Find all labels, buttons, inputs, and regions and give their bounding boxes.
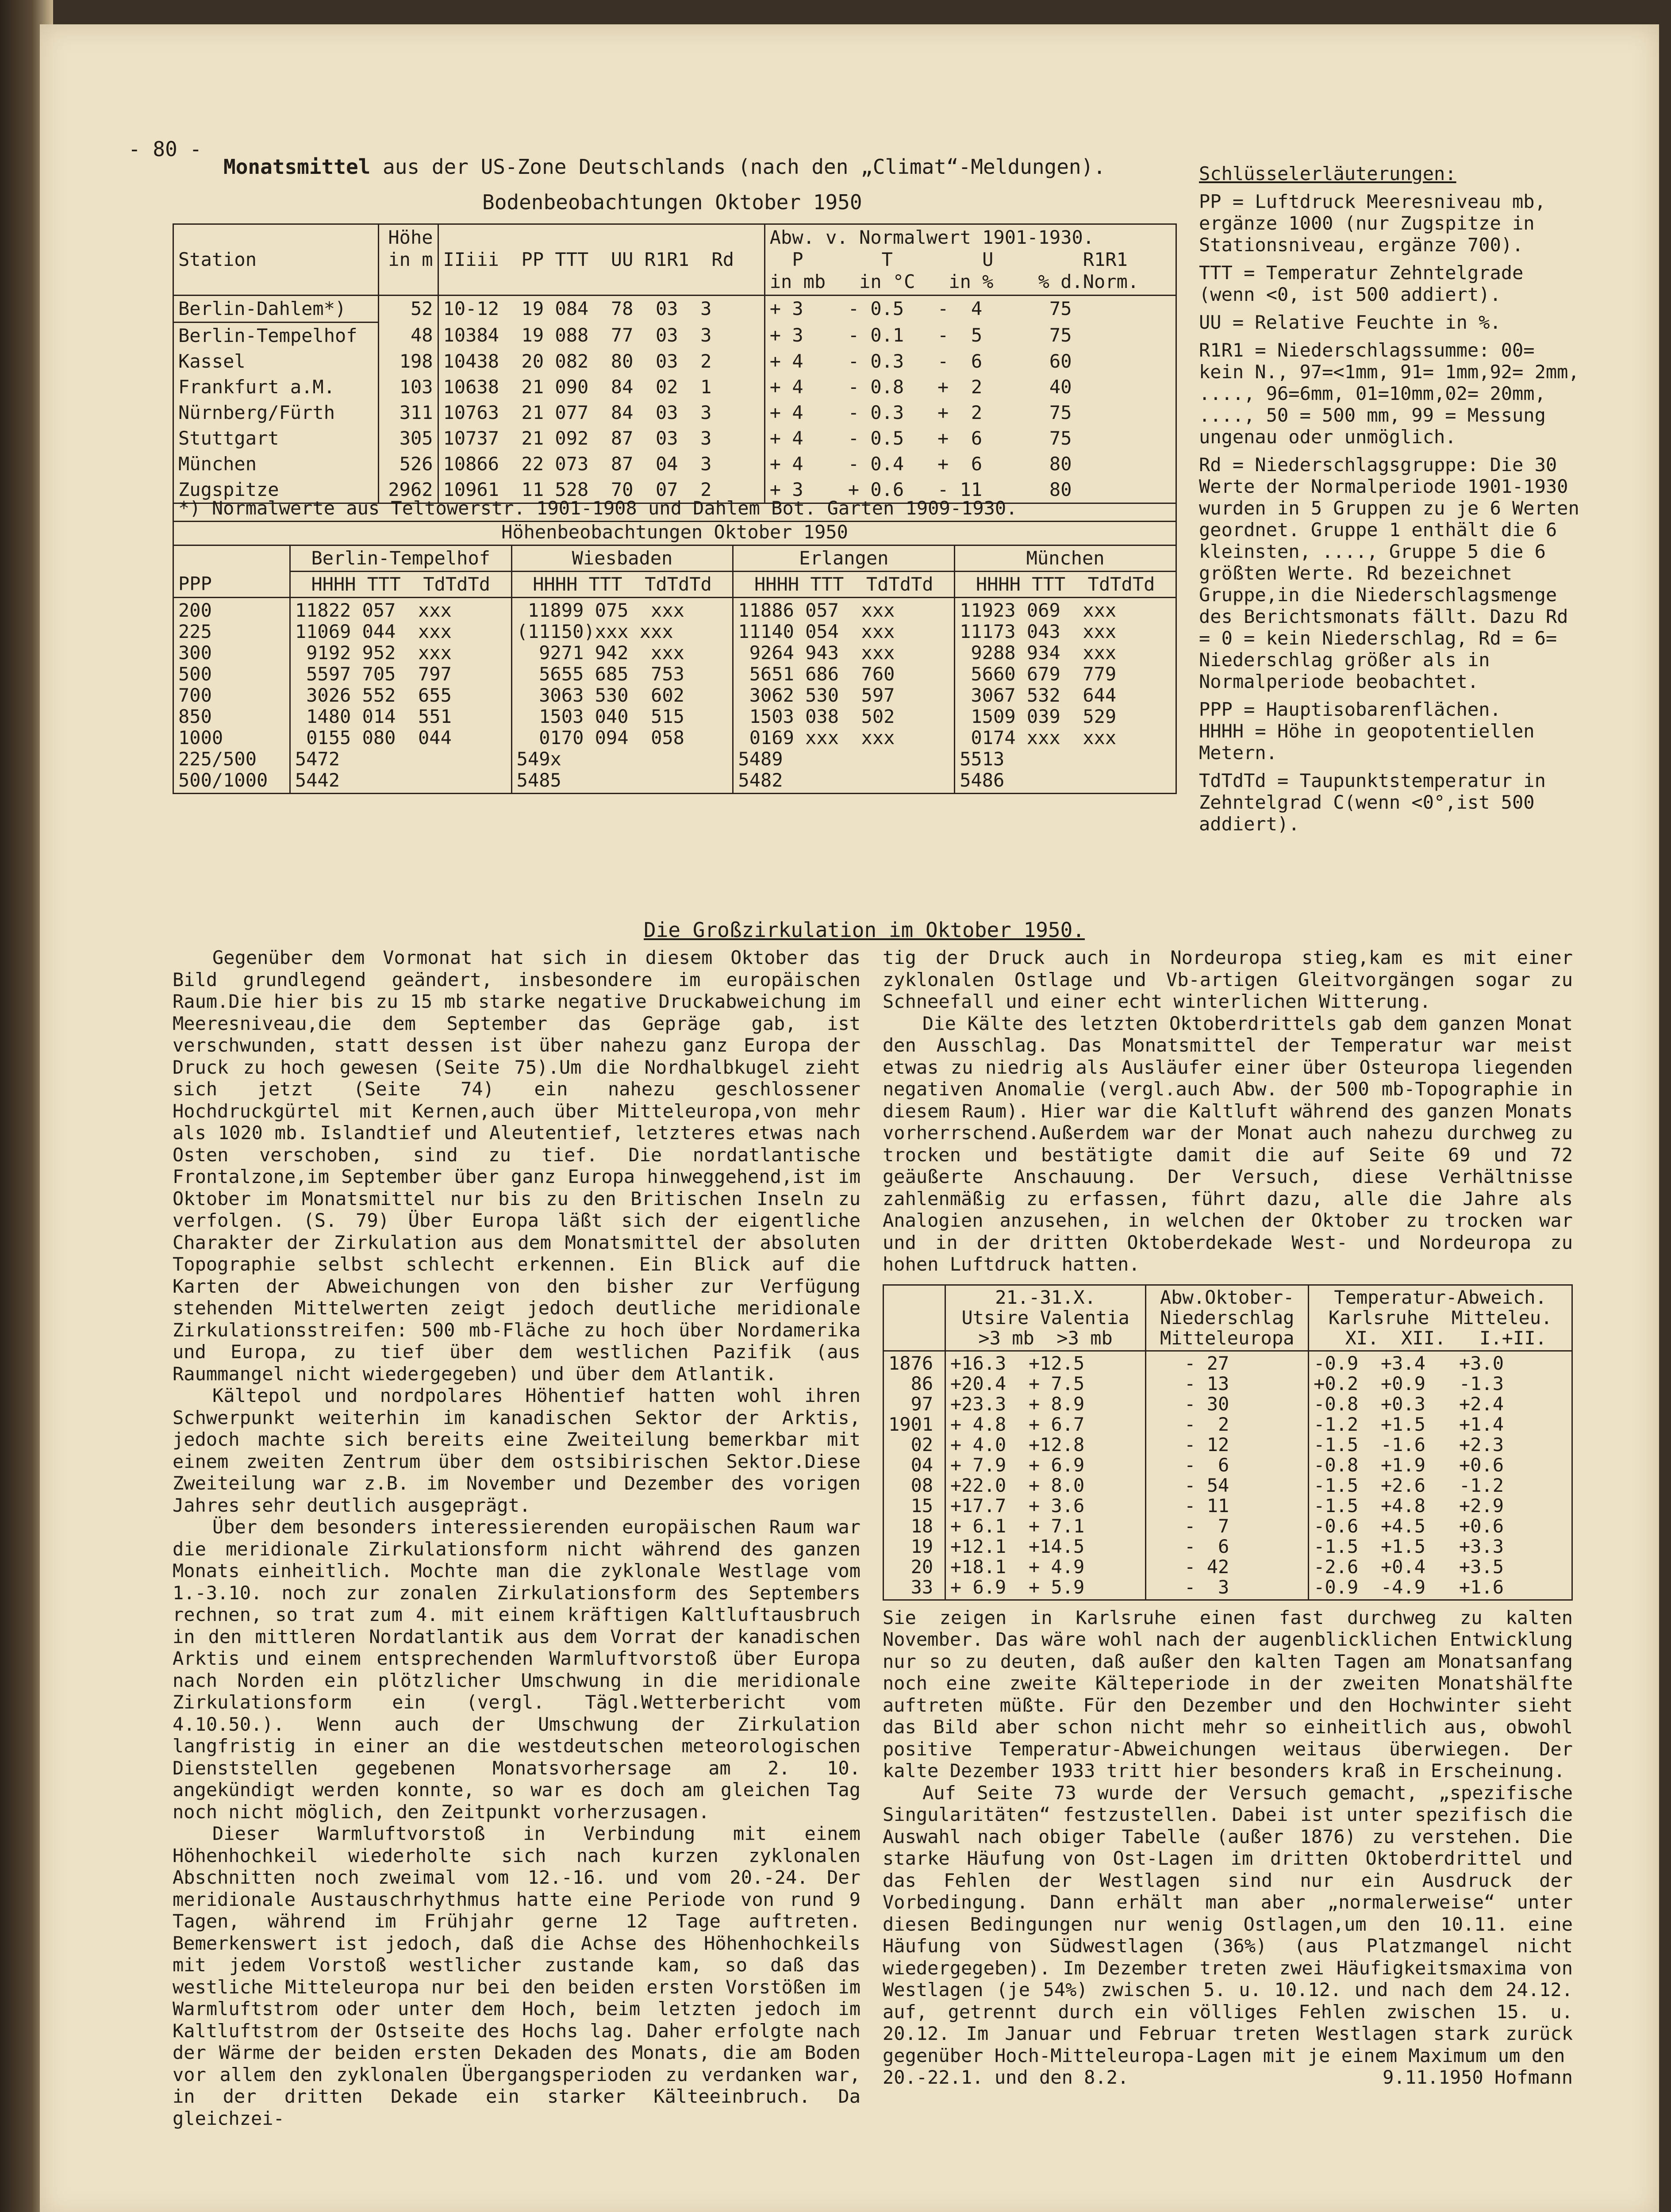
paragraph: Über dem besonders interessierenden europäischen Raum war die meridionale Zirkulationsform nicht während des ganzen Monats einheitlich. Mochte man die zyklonale Westlage vom 1.-3.10. noch zur zonalen Zirkulationsform des Septembers rechnen, so trat zum 4. mit einem kräftigen Kaltluftausbruch in den mittleren Nordatlantik aus dem Vorrat der kanadischen Arktis und einem entsprechenden Warmluftvorstoß über Europa nach Norden ein plötzlicher Umschwung in die meridionale Zirkulationsform ein (vergl. Tägl.Wetterbericht vom 4.10.50.). Wenn auch der Umschwung der Zirkulation langfristig in einer an die westdeutschen meteorologischen Dienststellen gegebenen Monatsvorhersage am 2. 10. angekündigt werden konnte, so war es doch am gleichen Tag noch nicht möglich, den Zeitpunkt vorherzusagen. (173, 1516, 860, 1823)
header-height: Höhe in m (378, 224, 438, 296)
table-row (173, 349, 1176, 374)
page-title (223, 155, 1106, 179)
analog-years-table (883, 1284, 1573, 1601)
paragraph: Gegenüber dem Vormonat hat sich in diesem Oktober das Bild grundlegend geändert, insbesondere im europäischen Raum.Die hier bis zu 15 mb starke negative Druckabweichung im Meeresniveau,die dem September das Gepräge gab, ist verschwunden, statt dessen ist über nahezu ganz Europa der Druck zu hoch gewesen (Seite 75).Um die Nordhalbkugel zieht sich jetzt (Seite 74) ein nahezu geschlossener Hochdruckgürtel mit Kernen,auch über Mitteleuropa,von mehr als 1020 mb. Islandtief und Aleutentief, letzteres etwas nach Osten verschoben, sind zu tief. Die nordatlantische Frontalzone,im September über ganz Europa hinweggehend,ist im Oktober im Monatsmittel nur bis zu den Britischen Inseln zu verfolgen. (S. 79) Über Europa läßt sich der eigentliche Charakter der Zirkulation aus dem Monatsmittel der absoluten Topographie selbst schlecht erkennen. Ein Blick auf die Karten der Abweichungen von den bisher zur Verfügung stehenden Mittelwerten zeigt jedoch deutliche meridionale Zirkulationsstreifen: 500 mb-Fläche zu hoch über Nordamerika und Europa, zu tief über dem westlichen Pazifik (aus Raummangel nicht wiedergegeben) und über dem Atlantik. (173, 947, 860, 1385)
paragraph: Auf Seite 73 wurde der Versuch gemacht, „spezifische Singularitäten“ festzustellen. Dabei ist unter spezifisch die Auswahl nach obiger Tabelle (außer 1876) zu verstehen. Die starke Häufung von Ost-Lagen im dritten Oktoberdrittel und das Fehlen der Westlagen sind nur ein Ausdruck der Vorbedingung. Dann erhält man aber „normalerweise“ unter diesen Bedingungen nur wenig Ostlagen,um den 10.11. eine Häufung von Südwestlagen (36%) (aus Platzmangel nicht wiedergegeben). Im Dezember treten zwei Häufigkeitsmaxima von Westlagen (je 54%) zwischen 5. u. 10.12. und nach dem 24.12. auf, getrennt durch ein völliges Fehlen zwischen 15. u. 20.12. Im Januar und Februar treten Westlagen stark zurück gegenüber Hoch-Mitteleuropa-Lagen mit je einem Maximum um den (883, 1782, 1573, 2066)
analog-header-row (884, 1285, 1572, 1351)
header-codes: IIiii PP TTT UU R1R1 Rd (438, 224, 764, 296)
article-title: Die Großzirkulation im Oktober 1950. (644, 918, 1085, 942)
station-deviation: + 4 - 0.4 + 6 80 (764, 451, 1176, 477)
analog-temp-values: -0.9 +3.4 +3.0 +0.2 +0.9 -1.3 -0.8 +0.3 +2.4 -1.2 +1.5 +1.4 -1.5 -1.6 +2.3 -0.8 +1.9 +0.6 -1.5 +2.6 -1.2 -1.5 +4.8 +2.9 -0.6 +4.5 +0.6 -1.5 +1.5 +3.3 -2.6 +0.4 +3.5 -0.9 -4.9 +1.6 (1309, 1351, 1572, 1600)
table-row (173, 296, 1176, 323)
upper-station-erlangen: Erlangen (733, 545, 955, 572)
station-name: Nürnberg/Fürth (173, 400, 379, 426)
station-codes: 10737 21 092 87 03 3 (438, 426, 764, 451)
upper-data-row (173, 598, 1176, 794)
key-rd: Rd = Niederschlagsgruppe: Die 30 Werte der Normalperiode 1901-1930 wurden in 5 Gruppen zu je 6 Werten geordnet. Gruppe 1 enthält die 6 kleinsten, ...., Gruppe 5 die 6 größten Werte. Rd bezeichnet Gruppe,in die Niederschlagsmenge des Berichtsmonats fällt. Dazu Rd = 0 = kein Niederschlag, Rd = 6= Niederschlag größer als in Normalperiode beobachtet. (1199, 454, 1579, 692)
title-bold: Monatsmittel (223, 155, 371, 179)
station-name: München (173, 451, 379, 477)
header-deviation: Abw. v. Normalwert 1901-1930. P T U R1R1 in mb in °C in % % d.Norm. (764, 224, 1176, 296)
upper-air-table (173, 520, 1177, 794)
paragraph: Die Kälte des letzten Oktoberdrittels gab dem ganzen Monat den Ausschlag. Das Monatsmittel der Temperatur war meist etwas zu niedrig als Ausläufer einer über Osteuropa liegenden negativen Anomalie (vergl.auch Abw. der 500 mb-Topographie in diesem Raum). Hier war die Kaltluft während des ganzen Monats vorherrschend.Außerdem war der Monat auch nahezu durchweg zu trocken und bestätigte damit die auf Seite 69 und 72 geäußerte Anschauung. Der Versuch, diese Verhältnisse zahlenmäßig zu erfassen, führt dazu, alle die Jahre als Analogien anzusehen, in welchen der Oktober zu trocken war und in der dritten Oktoberdekade West- und Nordeuropa zu hohen Luftdruck hatten. (883, 1012, 1573, 1275)
article-right-column (883, 947, 1573, 2089)
analog-years: 1876 86 97 1901 02 04 08 15 18 19 20 33 (884, 1351, 945, 1600)
analog-header-precip: Abw.Oktober- Niederschlag Mitteleuropa (1146, 1285, 1309, 1351)
table-row (173, 374, 1176, 400)
upper-levels: 200 225 300 500 700 850 1000 225/500 500/1000 (173, 598, 290, 794)
upper-ppp-label: PPP (173, 572, 290, 598)
station-height: 48 (378, 323, 438, 349)
upper-values-muenchen: 11923 069 xxx 11173 043 xxx 9288 934 xxx 5660 679 779 3067 532 644 1509 039 529 0174 xxx xxx 5513 5486 (955, 598, 1176, 794)
upper-subtitle-row (173, 520, 1176, 545)
analog-pressure-values: +16.3 +12.5 +20.4 + 7.5 +23.3 + 8.9 + 4.8 + 6.7 + 4.0 +12.8 + 7.9 + 6.9 +22.0 + 8.0 +17.7 + 3.6 + 6.1 + 7.1 +12.1 +14.5 +18.1 + 4.9 + 6.9 + 5.9 (945, 1351, 1145, 1600)
station-name: Stuttgart (173, 426, 379, 451)
surface-subtitle: Bodenbeobachtungen Oktober 1950 (482, 190, 862, 214)
analog-precip-values: - 27 - 13 - 30 - 2 - 12 - 6 - 54 - 11 - 7 - 6 - 42 - 3 (1146, 1351, 1309, 1600)
article-left-column (173, 947, 860, 2129)
upper-subhead: HHHH TTT TdTdTd (290, 572, 511, 598)
upper-station-muenchen: München (955, 545, 1176, 572)
title-rest: aus der US-Zone Deutschlands (nach den „Climat“-Meldungen). (370, 155, 1106, 179)
header-station: Station (173, 224, 379, 296)
table-row (173, 426, 1176, 451)
table-row (173, 323, 1176, 349)
station-name: Berlin-Tempelhof (173, 323, 379, 349)
upper-subheader-row (173, 572, 1176, 598)
analog-header-temp: Temperatur-Abweich. Karlsruhe Mitteleu. XI. XII. I.+II. (1309, 1285, 1572, 1351)
table-row (173, 451, 1176, 477)
analog-header-year (884, 1285, 945, 1351)
station-deviation: + 4 - 0.3 + 2 75 (764, 400, 1176, 426)
key-uu: UU = Relative Feuchte in %. (1199, 311, 1501, 333)
upper-station-wiesbaden: Wiesbaden (511, 545, 733, 572)
surface-observations-table (173, 223, 1177, 504)
key-tdtdtd: TdTdTd = Taupunktstemperatur in Zehntelgrad C(wenn <0°,ist 500 addiert). (1199, 770, 1546, 835)
upper-values-berlin: 11822 057 xxx 11069 044 xxx 9192 952 xxx 5597 705 797 3026 552 655 1480 014 551 0155 080 044 5472 5442 (290, 598, 511, 794)
station-codes: 10-12 19 084 78 03 3 (438, 296, 764, 323)
key-ppp: PPP = Hauptisobarenflächen. (1199, 699, 1501, 720)
upper-values-wiesbaden: 11899 075 xxx (11150)xxx xxx 9271 942 xxx 5655 685 753 3063 530 602 1503 040 515 0170 094 058 549x 5485 (511, 598, 733, 794)
station-deviation: + 3 - 0.5 - 4 75 (764, 296, 1176, 323)
key-r1r1: R1R1 = Niederschlagssumme: 00= kein N., 97=<1mm, 91= 1mm,92= 2mm, ...., 96=6mm, 01=10mm,02= 20mm, ...., 50 = 500 mm, 99 = Messung ungenau oder unmöglich. (1199, 339, 1579, 448)
key-pp: PP = Luftdruck Meeresniveau mb, ergänze 1000 (nur Zugspitze in Stationsniveau, ergänze 700). (1199, 191, 1546, 256)
station-name: Kassel (173, 349, 379, 374)
station-codes: 10961 11 528 70 07 2 (438, 477, 764, 503)
station-height: 311 (378, 400, 438, 426)
station-height: 526 (378, 451, 438, 477)
station-codes: 10763 21 077 84 03 3 (438, 400, 764, 426)
upper-station-berlin: Berlin-Tempelhof (290, 545, 511, 572)
analog-header-pressure: 21.-31.X. Utsire Valentia >3 mb >3 mb (945, 1285, 1145, 1351)
key-hhhh: HHHH = Höhe in geopotentiellen Metern. (1199, 720, 1535, 764)
paragraph: Kältepol und nordpolares Höhentief hatten wohl ihren Schwerpunkt weiterhin im kanadischen Sektor der Arktis, jedoch machte sich bereits eine Zweiteilung bemerkbar mit einem zweiten Zentrum über dem ostsibirischen Sektor.Diese Zweiteilung war z.B. im November und Dezember des vorigen Jahres sehr deutlich ausgeprägt. (173, 1385, 860, 1516)
station-codes: 10638 21 090 84 02 1 (438, 374, 764, 400)
table-row (173, 400, 1176, 426)
upper-subtitle: Höhenbeobachtungen Oktober 1950 (173, 520, 1176, 545)
paragraph: Dieser Warmluftvorstoß in Verbindung mit einem Höhenhochkeil wiederholte sich nach kurzen zyklonalen Abschnitten noch zweimal vom 12.-16. und vom 20.-24. Der meridionale Austauschrhythmus hatte eine Periode von rund 9 Tagen, während im Frühjahr gerne 12 Tage auftreten. Bemerkenswert ist jedoch, daß die Achse des Höhenhochkeils mit jedem Vorstoß westlicher zustande kam, so daß das westliche Mitteleuropa nur bei den beiden ersten Vorstößen im Warmluftstrom oder unter dem Hoch, beim letzten jedoch im Kaltluftstrom der Ostseite des Hochs lag. Daher erfolgte nach der Wärme der beiden ersten Dekaden des Monats, die am Boden vor allem den zyklonalen Übergangsperioden zu verdanken war, in der dritten Dekade ein starker Kälteeinbruch. Da gleichzei- (173, 1823, 860, 2129)
surface-table-footnote: *) Normalwerte aus Teltowerstr. 1901-1908 und Dahlem Bot. Garten 1909-1930. (173, 495, 1177, 522)
station-deviation: + 4 - 0.8 + 2 40 (764, 374, 1176, 400)
upper-subhead: HHHH TTT TdTdTd (511, 572, 733, 598)
station-height: 103 (378, 374, 438, 400)
keys-title: Schlüsselerläuterungen: (1199, 163, 1456, 184)
station-name: Berlin-Dahlem*) (173, 296, 379, 323)
table-header-row (173, 224, 1176, 296)
station-codes: 10866 22 073 87 04 3 (438, 451, 764, 477)
station-deviation: + 4 - 0.5 + 6 75 (764, 426, 1176, 451)
upper-values-erlangen: 11886 057 xxx 11140 054 xxx 9264 943 xxx 5651 686 760 3062 530 597 1503 038 502 0169 xxx xxx 5489 5482 (733, 598, 955, 794)
closing-line (883, 2066, 1573, 2089)
paragraph: Sie zeigen in Karlsruhe einen fast durchweg zu kalten November. Das wäre wohl nach der augenblicklichen Entwicklung nur so zu deuten, daß außer den kalten Tagen am Monatsanfang noch eine zweite Kälteperiode in der zweiten Monatshälfte auftreten müßte. Für den Dezember und den Hochwinter sieht das Bild aber schon nicht mehr so einheitlich aus, obwohl positive Temperatur-Abweichungen weitaus überwiegen. Der kalte Dezember 1933 tritt hier besonders kraß in Erscheinung. (883, 1606, 1573, 1782)
signature: 9.11.1950 Hofmann (1383, 2066, 1573, 2088)
station-deviation: + 3 - 0.1 - 5 75 (764, 323, 1176, 349)
upper-empty-cell (173, 545, 290, 572)
analog-data-row (884, 1351, 1572, 1600)
station-height: 305 (378, 426, 438, 451)
station-height: 52 (378, 296, 438, 323)
paragraph: tig der Druck auch in Nordeuropa stieg,kam es mit einer zyklonalen Ostlage und Vb-artigen Gleitvorgängen sogar zu Schneefall und einer echt winterlichen Witterung. (883, 947, 1573, 1012)
station-codes: 10438 20 082 80 03 2 (438, 349, 764, 374)
key-explanations (1199, 163, 1579, 841)
closing-dates: 20.-22.1. und den 8.2. (883, 2066, 1129, 2088)
page-number: - 80 - (128, 137, 202, 161)
station-codes: 10384 19 088 77 03 3 (438, 323, 764, 349)
station-height: 2962 (378, 477, 438, 503)
upper-subhead: HHHH TTT TdTdTd (733, 572, 955, 598)
upper-station-row (173, 545, 1176, 572)
station-deviation: + 3 + 0.6 - 11 80 (764, 477, 1176, 503)
upper-subhead: HHHH TTT TdTdTd (955, 572, 1176, 598)
station-name: Frankfurt a.M. (173, 374, 379, 400)
station-deviation: + 4 - 0.3 - 6 60 (764, 349, 1176, 374)
station-height: 198 (378, 349, 438, 374)
key-ttt: TTT = Temperatur Zehntelgrade (wenn <0, ist 500 addiert). (1199, 262, 1524, 305)
station-name: Zugspitze (173, 477, 379, 503)
